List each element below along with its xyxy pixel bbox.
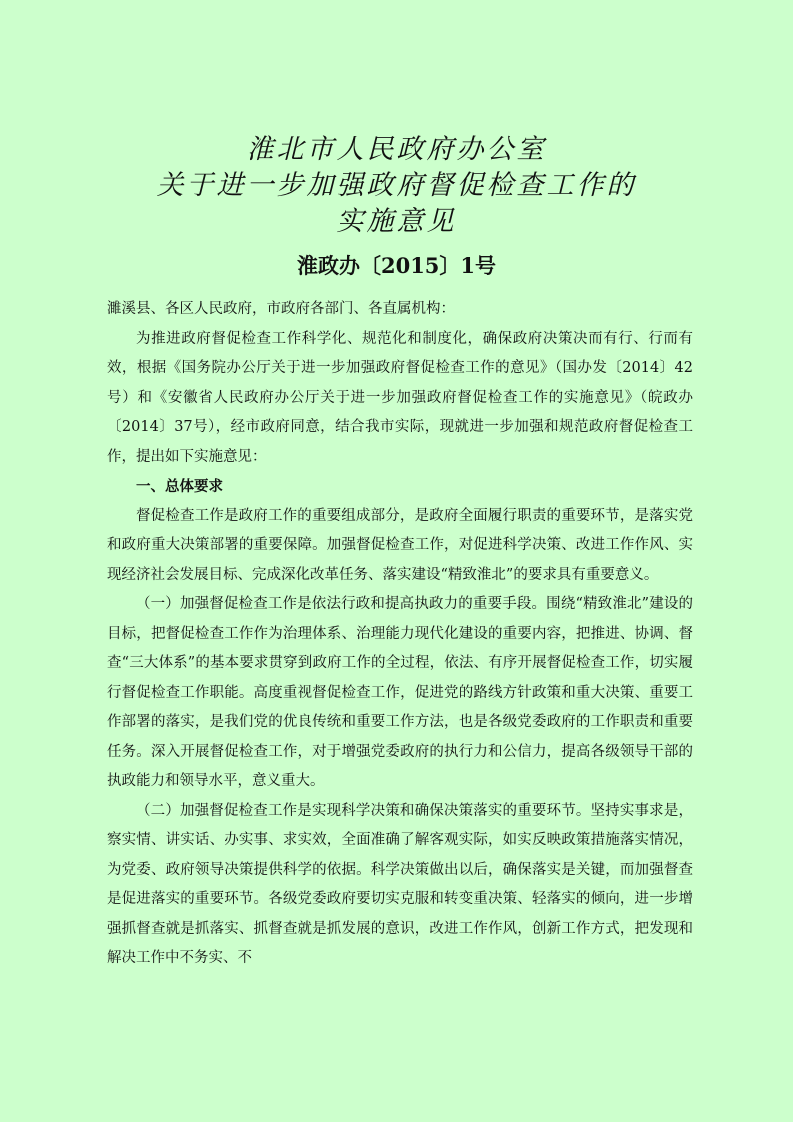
section1-intro-paragraph: 督促检查工作是政府工作的重要组成部分，是政府全面履行职责的重要环节，是落实党和政府重大决策部署的重要保障。加强督促检查工作，对促进科学决策、改进工作作风、实现经济社会发展目标、完成深化改革任务、落实建设“精致淮北”的要求具有重要意义。	[107, 507, 693, 583]
section-heading-general-requirements: 一、总体要求	[136, 478, 223, 495]
intro-paragraph: 为推进政府督促检查工作科学化、规范化和制度化，确保政府决策决而有行、行而有效，根据《国务院办公厅关于进一步加强政府督促检查工作的意见》（国办发〔2014〕42号）和《安徽省人民政府办公厅关于进一步加强政府督促检查工作的实施意见》（皖政办〔2014〕37号），经市政府同意，结合我市实际，现就进一步加强和规范政府督促检查工作，提出如下实施意见：	[107, 330, 693, 465]
item2-paragraph: （二）加强督促检查工作是实现科学决策和确保决策落实的重要环节。坚持实事求是，察实情、讲实话、办实事、求实效，全面准确了解客观实际，如实反映政策措施落实情况，为党委、政府领导决策提供科学的依据。科学决策做出以后，确保落实是关键，而加强督查是促进落实的重要环节。各级党委政府要切实克服和转变重决策、轻落实的倾向，进一步增强抓督查就是抓落实、抓督查就是抓发展的意识，改进工作作风，创新工作方式，把发现和解决工作中不务实、不	[107, 802, 693, 966]
document-body	[107, 295, 693, 974]
document-title	[0, 132, 793, 240]
item1-paragraph: （一）加强督促检查工作是依法行政和提高执政力的重要手段。围绕“精致淮北”建设的目标，把督促检查工作作为治理体系、治理能力现代化建设的重要内容，把推进、协调、督查“三大体系”的基本要求贯穿到政府工作的全过程，依法、有序开展督促检查工作，切实履行督促检查工作职能。高度重视督促检查工作，促进党的路线方针政策和重大决策、重要工作部署的落实，是我们党的优良传统和重要工作方法，也是各级党委政府的工作职责和重要任务。深入开展督促检查工作，对于增强党委政府的执行力和公信力，提高各级领导干部的执政能力和领导水平，意义重大。	[107, 596, 693, 789]
title-line-type: 实施意见	[336, 206, 457, 237]
salutation: 濉溪县、各区人民政府，市政府各部门、各直属机构：	[107, 301, 455, 317]
document-number: 淮政办〔2015〕1号	[296, 253, 497, 278]
title-line-subject: 关于进一步加强政府督促检查工作的	[156, 170, 637, 201]
title-line-issuer: 淮北市人民政府办公室	[246, 134, 547, 165]
